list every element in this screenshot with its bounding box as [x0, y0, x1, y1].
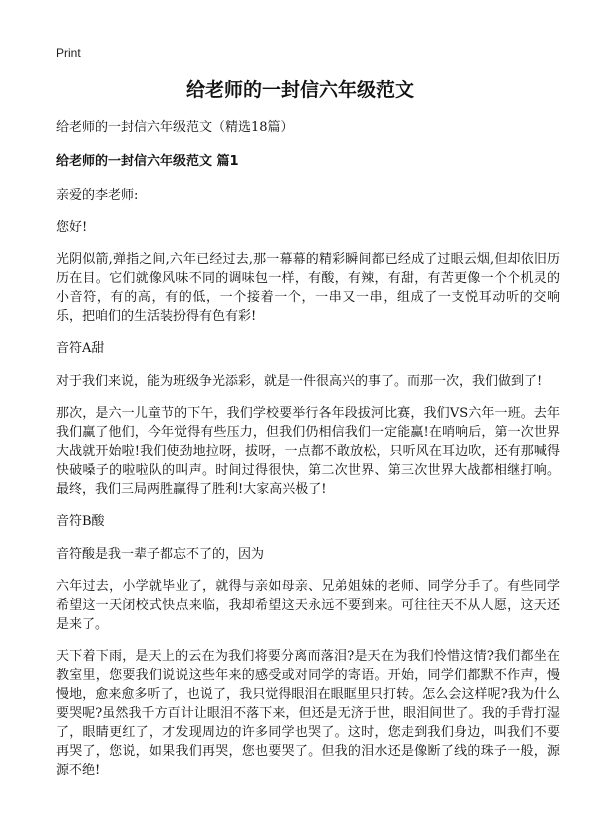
- print-link[interactable]: Print: [56, 46, 81, 60]
- body-paragraph: 天下着下雨，是天上的云在为我们将要分离而落泪?是天在为我们怜惜这情?我们都坐在教室里，您要我们说说这些年来的感受或对同学的寄语。开始，同学们都默不作声，慢慢地，愈来愈多听了，也说了，我只觉得眼泪在眼眶里只打转。怎么会这样呢?我为什么要哭呢?虽然我千方百计让眼泪不落下来，但还是无济于世，眼泪间世了。我的手背打湿了，眼睛更红了，才发现周边的许多同学也哭了。这时，您走到我们身边，叫我们不要再哭了，您说，如果我们再哭，您也要哭了。但我的泪水还是像断了线的珠子一般，源源不绝!: [56, 649, 560, 778]
- note-heading-a: 音符A甜: [56, 341, 105, 356]
- note-heading-b: 音符B酸: [56, 514, 105, 529]
- document-title: 给老师的一封信六年级范文: [185, 79, 414, 101]
- body-paragraph: 那次，是六一儿童节的下午，我们学校要举行各年段拔河比赛，我们VS六年一班。去年我们赢了他们，今年觉得有些压力，但我们仍相信我们一定能赢!在哨响后，第一次世界大战就开始啦!我们使劲地拉呀，拔呀，一点都不敢放松，只听风在耳边吹，还有那喊得快破嗓子的啦啦队的叫声。时间过得很快，第二次世界、第三次世界大战都相继打响。最终，我们三局两胜赢得了胜利!大家高兴极了!: [56, 406, 560, 497]
- body-paragraph: 对于我们来说，能为班级争光添彩，就是一件很高兴的事了。而那一次，我们做到了!: [56, 374, 543, 389]
- body-paragraph: 光阴似箭,弹指之间,六年已经过去,那一幕幕的精彩瞬间都已经成了过眼云烟,但却依旧历历在目。它们就像风味不同的调味包一样，有酸，有辣，有甜，有苦更像一个个机灵的小音符，有的高，有的低，一个接着一个，一串又一串，组成了一支悦耳动听的交响乐，把咱们的生活装扮得有色有彩!: [56, 252, 560, 324]
- section-heading: 给老师的一封信六年级范文 篇1: [56, 154, 239, 169]
- body-paragraph: 音符酸是我一辈子都忘不了的，因为: [56, 547, 265, 562]
- salutation: 亲爱的李老师:: [56, 188, 139, 203]
- greeting: 您好!: [56, 220, 88, 235]
- document-subtitle: 给老师的一封信六年级范文（精选18篇）: [56, 120, 294, 135]
- document-body: [56, 118, 560, 793]
- body-paragraph: 六年过去，小学就毕业了，就得与亲如母亲、兄弟姐妹的老师、同学分手了。有些同学希望这一天闭校式快点来临，我却希望这天永远不要到来。可往往天不从人愿，这天还是来了。: [56, 579, 560, 632]
